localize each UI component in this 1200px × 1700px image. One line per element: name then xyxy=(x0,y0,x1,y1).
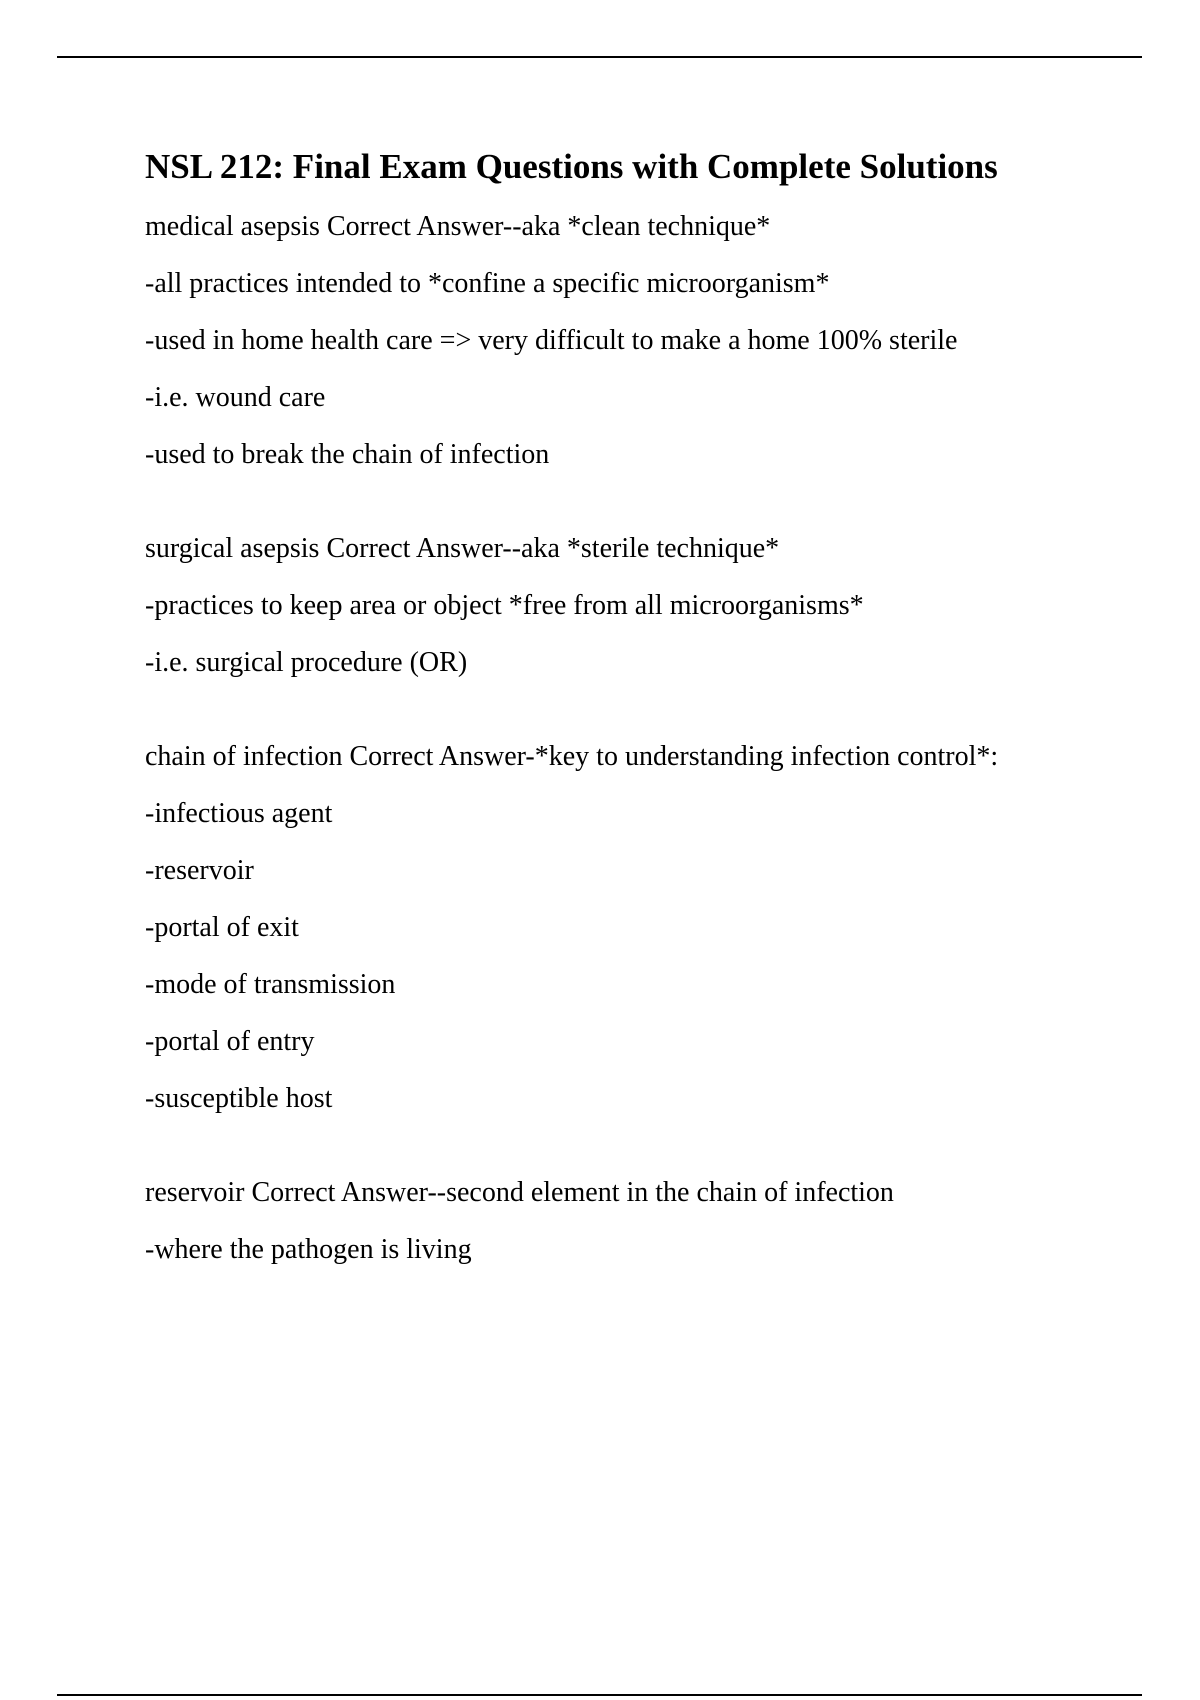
top-rule xyxy=(57,56,1142,58)
entry-line: -all practices intended to *confine a specific microorganism* xyxy=(145,268,830,299)
entry-line: -used to break the chain of infection xyxy=(145,439,550,470)
entry-line: chain of infection Correct Answer-*key to understanding infection control*: xyxy=(145,741,999,772)
entry-line: -portal of exit xyxy=(145,912,299,943)
entry-line: reservoir Correct Answer--second element in the chain of infection xyxy=(145,1177,894,1208)
document-body xyxy=(145,142,1105,1325)
entry-line: -i.e. wound care xyxy=(145,382,326,413)
entry-chain-of-infection xyxy=(145,738,1105,1118)
entry-line: -practices to keep area or object *free from all microorganisms* xyxy=(145,590,864,621)
entry-medical-asepsis xyxy=(145,208,1105,474)
entry-line: -used in home health care => very difficult to make a home 100% sterile xyxy=(145,325,958,356)
entry-line: medical asepsis Correct Answer--aka *clean technique* xyxy=(145,211,771,242)
entry-reservoir xyxy=(145,1174,1105,1269)
document-title: NSL 212: Final Exam Questions with Complete Solutions xyxy=(145,147,998,186)
entry-line: -reservoir xyxy=(145,855,254,886)
entry-line: -i.e. surgical procedure (OR) xyxy=(145,647,468,678)
entry-line: -portal of entry xyxy=(145,1026,315,1057)
bottom-rule xyxy=(57,1694,1142,1696)
entry-surgical-asepsis xyxy=(145,530,1105,682)
entry-line: -mode of transmission xyxy=(145,969,396,1000)
title-block xyxy=(145,142,1105,191)
entry-line: -susceptible host xyxy=(145,1083,333,1114)
entry-line: -infectious agent xyxy=(145,798,333,829)
entry-line: -where the pathogen is living xyxy=(145,1234,472,1265)
entry-line: surgical asepsis Correct Answer--aka *sterile technique* xyxy=(145,533,780,564)
